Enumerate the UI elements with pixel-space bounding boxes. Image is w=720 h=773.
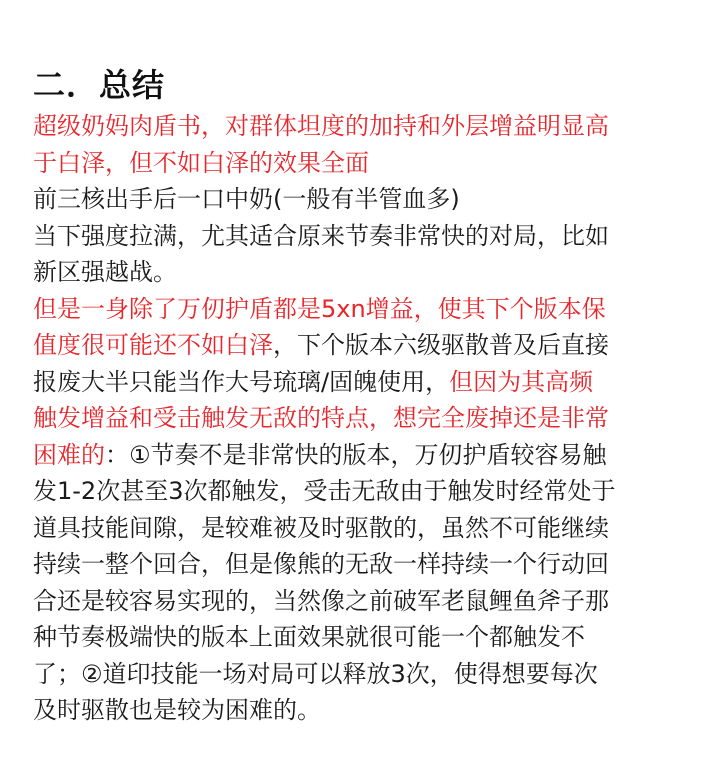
- text-segment: 触发增益和受击触发无敌的特点，想完全废掉还是非常: [33, 404, 609, 432]
- text-segment: 当下强度拉满，尤其适合原来节奏非常快的对局，比如: [33, 221, 609, 250]
- text-line: [33, 400, 693, 437]
- text-segment: 报废大半只能当作大号琉璃/固魄使用，: [33, 367, 450, 396]
- text-line: [33, 291, 693, 328]
- text-segment: 道具技能间隙，是较难被及时驱散的，虽然不可能继续: [33, 513, 609, 542]
- text-line: [33, 218, 693, 255]
- text-line: [33, 619, 693, 656]
- text-line: [33, 692, 693, 729]
- text-segment: 新区强越战。: [33, 258, 177, 286]
- text-line: [33, 473, 693, 510]
- text-line: [33, 546, 693, 583]
- text-segment: 于白泽，但不如白泽的效果全面: [33, 148, 369, 177]
- text-segment: 发1-2次甚至3次都触发，受击无敌由于触发时经常处于: [33, 477, 616, 505]
- text-line: [33, 583, 693, 620]
- text-segment: 及时驱散也是较为困难的。: [33, 696, 321, 724]
- text-line: [33, 656, 693, 693]
- text-segment: 超级奶妈肉盾书，对群体坦度的加持和外层增益明显高: [33, 112, 609, 140]
- text-segment: 值度很可能还不如白泽: [33, 331, 273, 359]
- text-line: [33, 181, 693, 218]
- text-segment: 持续一整个回合，但是像熊的无敌一样持续一个行动回: [33, 550, 609, 578]
- text-segment: 但是一身除了万仞护盾都是5xn增益，使其下个版本保: [33, 294, 606, 323]
- text-segment: 种节奏极端快的版本上面效果就很可能一个都触发不: [33, 623, 585, 651]
- text-segment: 合还是较容易实现的，当然像之前破军老鼠鲤鱼斧子那: [33, 586, 609, 615]
- text-segment: 了；②道印技能一场对局可以释放3次，使得想要每次: [33, 659, 598, 688]
- text-segment: 困难的: [33, 440, 105, 469]
- text-line: [33, 327, 693, 364]
- section-title: 二．总结: [33, 66, 166, 104]
- text-segment: 前三核出手后一口中奶(一般有半管血多): [33, 185, 460, 213]
- article-body: [33, 108, 693, 729]
- article: [33, 62, 693, 729]
- text-segment: ，下个版本六级驱散普及后直接: [273, 331, 609, 359]
- text-line: [33, 108, 693, 145]
- text-segment: ：①节奏不是非常快的版本，万仞护盾较容易触: [105, 440, 607, 469]
- text-line: [33, 437, 693, 474]
- text-line: [33, 510, 693, 547]
- text-line: [33, 364, 693, 401]
- text-line: [33, 145, 693, 182]
- text-segment: 但因为其高频: [449, 367, 594, 396]
- text-line: [33, 254, 693, 291]
